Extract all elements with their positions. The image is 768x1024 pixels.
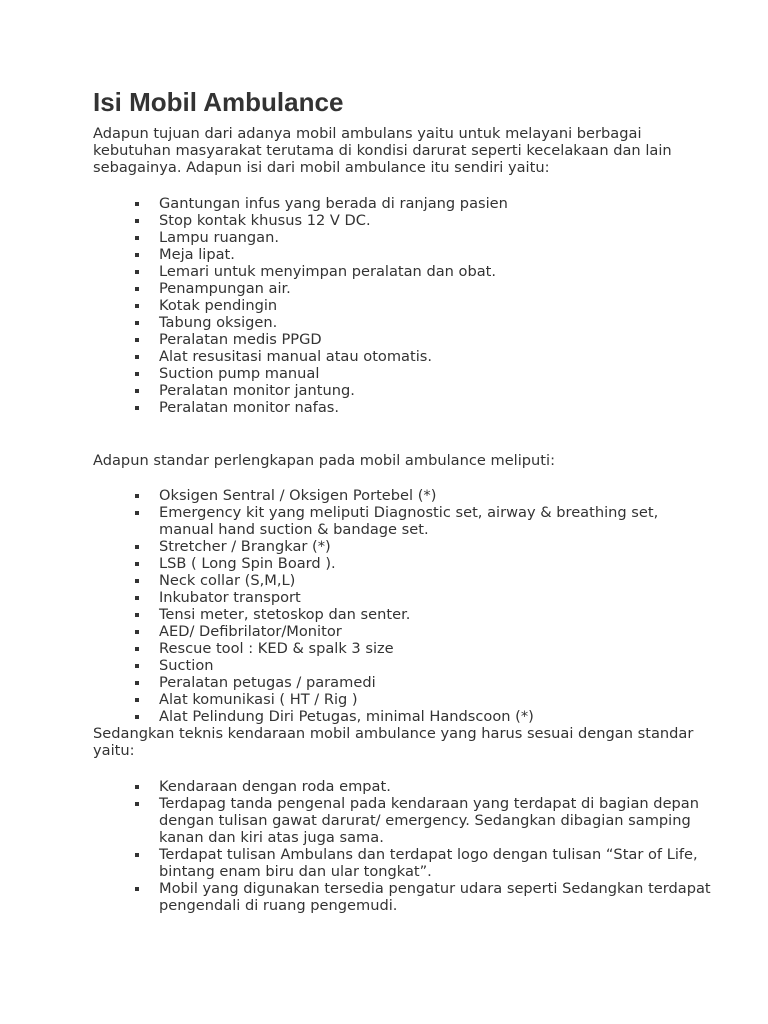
list-item: AED/ Defibrilator/Monitor xyxy=(93,623,713,640)
bullet-icon xyxy=(135,545,139,549)
list-item: Stretcher / Brangkar (*) xyxy=(93,538,713,555)
list-item: Kendaraan dengan roda empat. xyxy=(93,778,713,795)
bullet-icon xyxy=(135,698,139,702)
bullet-icon xyxy=(135,853,139,857)
bullet-icon xyxy=(135,630,139,634)
bullet-icon xyxy=(135,562,139,566)
list-item: Emergency kit yang meliputi Diagnostic set, airway & breathing set, manual hand suction & bandage set. xyxy=(93,504,713,538)
list-item: Penampungan air. xyxy=(93,280,713,297)
bullet-icon xyxy=(135,372,139,376)
list-item: Rescue tool : KED & spalk 3 size xyxy=(93,640,713,657)
page-title: Isi Mobil Ambulance xyxy=(93,87,344,117)
bullet-icon xyxy=(135,613,139,617)
list-item: Meja lipat. xyxy=(93,246,713,263)
bullet-icon xyxy=(135,511,139,515)
list-item: Alat resusitasi manual atau otomatis. xyxy=(93,348,713,365)
list-item: Peralatan petugas / paramedi xyxy=(93,674,713,691)
bullet-icon xyxy=(135,253,139,257)
bullet-icon xyxy=(135,338,139,342)
list-item: Neck collar (S,M,L) xyxy=(93,572,713,589)
bullet-icon xyxy=(135,664,139,668)
list-item: Suction pump manual xyxy=(93,365,713,382)
bullet-icon xyxy=(135,802,139,806)
list-item: Tensi meter, stetoskop dan senter. xyxy=(93,606,713,623)
bullet-icon xyxy=(135,715,139,719)
list-item: Terdapag tanda pengenal pada kendaraan yang terdapat di bagian depan dengan tulisan gawat darurat/ emergency. Sedangkan dibagian samping kanan dan kiri atas juga sama. xyxy=(93,795,713,846)
bullet-icon xyxy=(135,389,139,393)
bullet-icon xyxy=(135,355,139,359)
list-item: Stop kontak khusus 12 V DC. xyxy=(93,212,713,229)
equipment-list xyxy=(93,195,713,416)
list-item: Mobil yang digunakan tersedia pengatur udara seperti Sedangkan terdapat pengendali di ruang pengemudi. xyxy=(93,880,713,914)
bullet-icon xyxy=(135,494,139,498)
list-item: Kotak pendingin xyxy=(93,297,713,314)
list-item: Peralatan monitor jantung. xyxy=(93,382,713,399)
bullet-icon xyxy=(135,406,139,410)
list-item: Gantungan infus yang berada di ranjang pasien xyxy=(93,195,713,212)
list-item: Peralatan monitor nafas. xyxy=(93,399,713,416)
bullet-icon xyxy=(135,236,139,240)
bullet-icon xyxy=(135,219,139,223)
list-item: Tabung oksigen. xyxy=(93,314,713,331)
list-item: Terdapat tulisan Ambulans dan terdapat logo dengan tulisan “Star of Life, bintang enam biru dan ular tongkat”. xyxy=(93,846,713,880)
standar-paragraph: Adapun standar perlengkapan pada mobil ambulance meliputi: xyxy=(93,452,555,469)
bullet-icon xyxy=(135,270,139,274)
bullet-icon xyxy=(135,785,139,789)
bullet-icon xyxy=(135,304,139,308)
standard-equipment-list xyxy=(93,487,713,725)
intro-paragraph: Adapun tujuan dari adanya mobil ambulans yaitu untuk melayani berbagai kebutuhan masyarakat terutama di kondisi darurat seperti kecelakaan dan lain sebagainya. Adapun isi dari mobil ambulance itu sendiri yaitu: xyxy=(93,125,672,176)
bullet-icon xyxy=(135,579,139,583)
bullet-icon xyxy=(135,647,139,651)
list-item: LSB ( Long Spin Board ). xyxy=(93,555,713,572)
list-item: Alat komunikasi ( HT / Rig ) xyxy=(93,691,713,708)
bullet-icon xyxy=(135,321,139,325)
list-item: Alat Pelindung Diri Petugas, minimal Handscoon (*) xyxy=(93,708,713,725)
vehicle-technical-list xyxy=(93,778,713,914)
list-item: Suction xyxy=(93,657,713,674)
teknis-paragraph: Sedangkan teknis kendaraan mobil ambulance yang harus sesuai dengan standar yaitu: xyxy=(93,725,694,759)
bullet-icon xyxy=(135,287,139,291)
bullet-icon xyxy=(135,596,139,600)
list-item: Lampu ruangan. xyxy=(93,229,713,246)
bullet-icon xyxy=(135,681,139,685)
list-item: Lemari untuk menyimpan peralatan dan obat. xyxy=(93,263,713,280)
list-item: Inkubator transport xyxy=(93,589,713,606)
bullet-icon xyxy=(135,202,139,206)
list-item: Peralatan medis PPGD xyxy=(93,331,713,348)
bullet-icon xyxy=(135,887,139,891)
list-item: Oksigen Sentral / Oksigen Portebel (*) xyxy=(93,487,713,504)
